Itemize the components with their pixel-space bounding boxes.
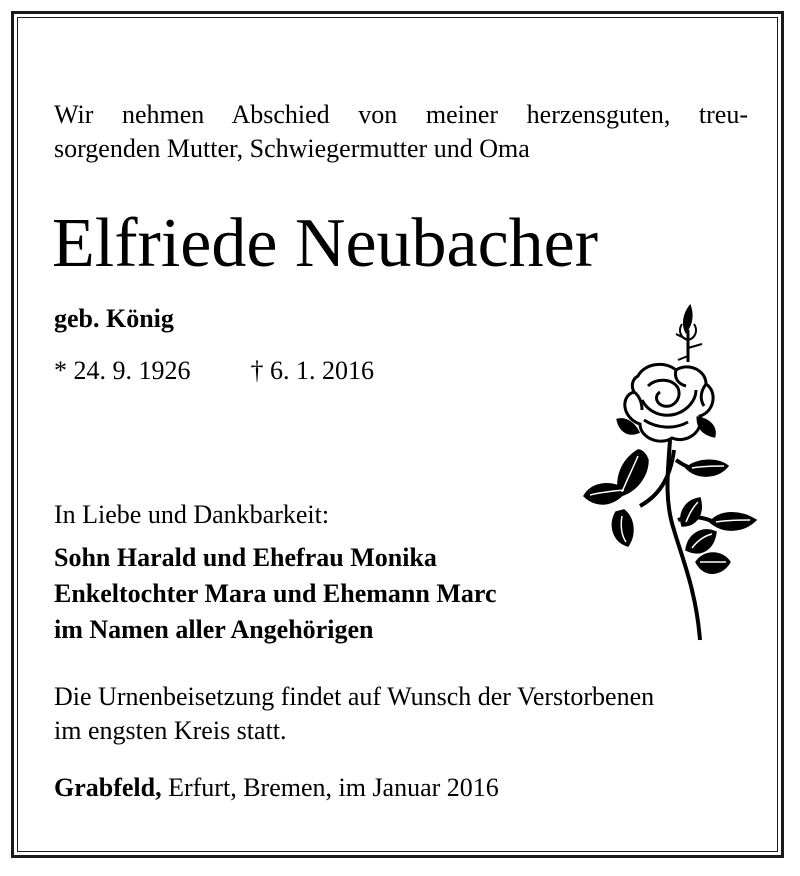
intro-line-1: Wir nehmen Abschied von meiner herzensguten, treu- [54,100,748,129]
mourner-line: Enkeltochter Mara und Ehemann Marc [54,579,497,608]
deceased-name: Elfriede Neubacher [52,205,599,282]
rose-bud [676,306,702,362]
life-dates [54,356,374,386]
mourner-line: Sohn Harald und Ehefrau Monika [54,543,437,572]
mourners-list [54,540,496,648]
place-and-date [54,773,499,803]
notice-line-2: im engsten Kreis statt. [54,716,287,745]
maiden-name: geb. König [54,304,174,333]
notice-line-1: Die Urnenbeisetzung findet auf Wunsch der Verstorbenen [54,682,655,711]
place-primary: Grabfeld, [54,773,162,802]
place-rest: Erfurt, Bremen, im Januar 2016 [161,773,499,802]
mourners-intro: In Liebe und Dankbarkeit: [54,500,330,529]
intro-line-2: sorgenden Mutter, Schwiegermutter und Oma [54,134,530,163]
rose-icon [578,300,760,646]
death-date: † 6. 1. 2016 [250,356,374,385]
mourner-line: im Namen aller Angehörigen [54,615,374,644]
burial-notice [54,680,754,748]
intro-text [54,98,748,166]
birth-date: * 24. 9. 1926 [54,356,191,385]
rose-blossom [618,364,714,441]
